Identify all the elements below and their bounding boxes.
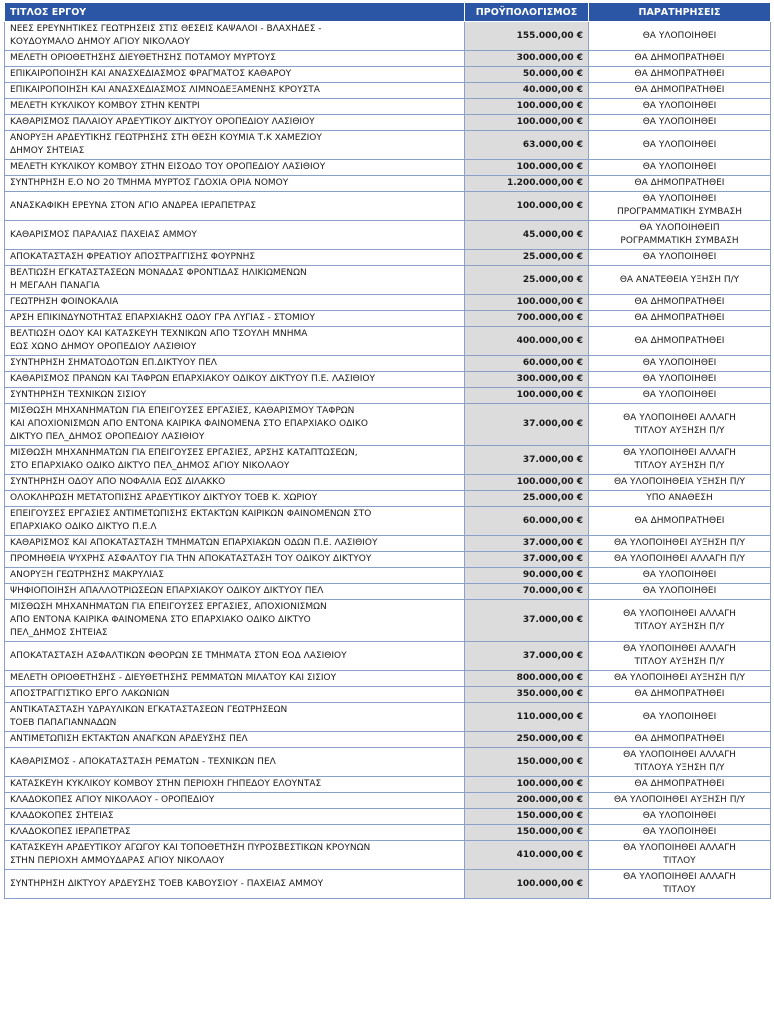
budget-cell: 37.000,00 € — [465, 552, 589, 568]
budget-cell: 37.000,00 € — [465, 446, 589, 475]
projects-table — [4, 2, 771, 899]
project-title-cell: ΑΝΤΙΚΑΤΑΣΤΑΣΗ ΥΔΡΑΥΛΙΚΩΝ ΕΓΚΑΤΑΣΤΑΣΕΩΝ ΓΕΩΤΡΗΣΕΩΝ ΤΟΕΒ ΠΑΠΑΓΙΑΝΝΑΔΩΝ — [5, 703, 465, 732]
project-title-cell: ΜΕΛΕΤΗ ΚΥΚΛΙΚΟΥ ΚΟΜΒΟΥ ΣΤΗΝ ΚΕΝΤΡΙ — [5, 99, 465, 115]
budget-cell: 350.000,00 € — [465, 687, 589, 703]
remarks-cell: ΘΑ ΥΛΟΠΟΙΗΘΕΙ ΑΛΛΑΓΗ ΤΙΤΛΟΥ ΑΥΞΗΣΗ Π/Υ — [589, 404, 771, 446]
remarks-cell: ΘΑ ΥΛΟΠΟΙΗΘΕΙ — [589, 703, 771, 732]
table-row — [5, 404, 771, 446]
table-row — [5, 491, 771, 507]
project-title-cell: ΚΑΤΑΣΚΕΥΗ ΚΥΚΛΙΚΟΥ ΚΟΜΒΟΥ ΣΤΗΝ ΠΕΡΙΟΧΗ ΓΗΠΕΔΟΥ ΕΛΟΥΝΤΑΣ — [5, 777, 465, 793]
budget-cell: 100.000,00 € — [465, 475, 589, 491]
project-title-cell: ΜΙΣΘΩΣΗ ΜΗΧΑΝΗΜΑΤΩΝ ΓΙΑ ΕΠΕΙΓΟΥΣΕΣ ΕΡΓΑΣΙΕΣ, ΑΡΣΗΣ ΚΑΤΑΠΤΩΣΕΩΝ, ΣΤΟ ΕΠΑΡΧΙΑΚΟ ΟΔΙΚΟ ΔΙΚΤΥΟ ΠΕΛ_ΔΗΜΟΣ ΑΓΙΟΥ ΝΙΚΟΛΑΟΥ — [5, 446, 465, 475]
table-row — [5, 671, 771, 687]
project-title-cell: ΑΝΤΙΜΕΤΩΠΙΣΗ ΕΚΤΑΚΤΩΝ ΑΝΑΓΚΩΝ ΑΡΔΕΥΣΗΣ ΠΕΛ — [5, 732, 465, 748]
budget-cell: 100.000,00 € — [465, 388, 589, 404]
budget-cell: 1.200.000,00 € — [465, 176, 589, 192]
table-row — [5, 446, 771, 475]
table-row — [5, 22, 771, 51]
table-row — [5, 83, 771, 99]
budget-cell: 37.000,00 € — [465, 642, 589, 671]
remarks-cell: ΘΑ ΥΛΟΠΟΙΗΘΕΙ — [589, 131, 771, 160]
budget-cell: 100.000,00 € — [465, 99, 589, 115]
project-title-cell: ΚΛΑΔΟΚΟΠΕΣ ΙΕΡΑΠΕΤΡΑΣ — [5, 825, 465, 841]
project-title-cell: ΑΝΑΣΚΑΦΙΚΗ ΕΡΕΥΝΑ ΣΤΟΝ ΑΓΙΟ ΑΝΔΡΕΑ ΙΕΡΑΠΕΤΡΑΣ — [5, 192, 465, 221]
budget-cell: 60.000,00 € — [465, 356, 589, 372]
remarks-cell: ΘΑ ΥΛΟΠΟΙΗΘΕΙ ΑΥΞΗΣΗ Π/Υ — [589, 793, 771, 809]
header-row — [5, 3, 771, 22]
remarks-cell: ΘΑ ΥΛΟΠΟΙΗΘΕΙ — [589, 388, 771, 404]
project-title-cell: ΕΠΙΚΑΙΡΟΠΟΙΗΣΗ ΚΑΙ ΑΝΑΣΧΕΔΙΑΣΜΟΣ ΦΡΑΓΜΑΤΟΣ ΚΑΘΑΡΟΥ — [5, 67, 465, 83]
project-title-cell: ΣΥΝΤΗΡΗΣΗ Ε.Ο ΝΟ 20 ΤΜΗΜΑ ΜΥΡΤΟΣ ΓΔΟΧΙΑ ΟΡΙΑ ΝΟΜΟΥ — [5, 176, 465, 192]
budget-cell: 100.000,00 € — [465, 295, 589, 311]
remarks-cell: ΘΑ ΔΗΜΟΠΡΑΤΗΘΕΙ — [589, 83, 771, 99]
project-title-cell: ΜΙΣΘΩΣΗ ΜΗΧΑΝΗΜΑΤΩΝ ΓΙΑ ΕΠΕΙΓΟΥΣΕΣ ΕΡΓΑΣΙΕΣ, ΚΑΘΑΡΙΣΜΟΥ ΤΑΦΡΩΝ ΚΑΙ ΑΠΟΧΙΟΝΙΣΜΩΝ ΑΠΟ ΕΝΤΟΝΑ ΚΑΙΡΙΚΑ ΦΑΙΝΟΜΕΝΑ ΣΤΟ ΕΠΑΡΧΙΑΚΟ ΟΔΙΚΟ ΔΙΚΤΥΟ ΠΕΛ_ΔΗΜΟΣ ΟΡΟΠΕΔΙΟΥ ΛΑΣΙΘΙΟΥ — [5, 404, 465, 446]
table-row — [5, 295, 771, 311]
remarks-cell: ΘΑ ΥΛΟΠΟΙΗΘΕΙ ΑΛΛΑΓΗ ΤΙΤΛΟΥ — [589, 870, 771, 899]
remarks-cell: ΘΑ ΔΗΜΟΠΡΑΤΗΘΕΙ — [589, 507, 771, 536]
project-title-cell: ΚΑΘΑΡΙΣΜΟΣ ΠΑΡΑΛΙΑΣ ΠΑΧΕΙΑΣ ΑΜΜΟΥ — [5, 221, 465, 250]
project-title-cell: ΜΕΛΕΤΗ ΟΡΙΟΘΕΤΗΣΗΣ - ΔΙΕΥΘΕΤΗΣΗΣ ΡΕΜΜΑΤΩΝ ΜΙΛΑΤΟΥ ΚΑΙ ΣΙΣΙΟΥ — [5, 671, 465, 687]
table-row — [5, 870, 771, 899]
budget-cell: 200.000,00 € — [465, 793, 589, 809]
remarks-cell: ΘΑ ΔΗΜΟΠΡΑΤΗΘΕΙ — [589, 327, 771, 356]
project-title-cell: ΝΕΕΣ ΕΡΕΥΝΗΤΙΚΕΣ ΓΕΩΤΡΗΣΕΙΣ ΣΤΙΣ ΘΕΣΕΙΣ ΚΑΨΑΛΟΙ - ΒΛΑΧΗΔΕΣ - ΚΟΥΔΟΥΜΑΛΟ ΔΗΜΟΥ ΑΓΙΟΥ ΝΙΚΟΛΑΟΥ — [5, 22, 465, 51]
project-title-cell: ΑΝΟΡΥΞΗ ΑΡΔΕΥΤΙΚΗΣ ΓΕΩΤΡΗΣΗΣ ΣΤΗ ΘΕΣΗ ΚΟΥΜΙΑ Τ.Κ ΧΑΜΕΖΙΟΥ ΔΗΜΟΥ ΣΗΤΕΙΑΣ — [5, 131, 465, 160]
project-title-cell: ΒΕΛΤΙΩΣΗ ΟΔΟΥ ΚΑΙ ΚΑΤΑΣΚΕΥΗ ΤΕΧΝΙΚΩΝ ΑΠΟ ΤΣΟΥΛΗ ΜΝΗΜΑ ΕΩΣ ΧΩΝΟ ΔΗΜΟΥ ΟΡΟΠΕΔΙΟΥ ΛΑΣΙΘΙΟΥ — [5, 327, 465, 356]
table-header — [5, 3, 771, 22]
project-title-cell: ΚΑΘΑΡΙΣΜΟΣ ΠΡΑΝΩΝ ΚΑΙ ΤΑΦΡΩΝ ΕΠΑΡΧΙΑΚΟΥ ΟΔΙΚΟΥ ΔΙΚΤΥΟΥ Π.Ε. ΛΑΣΙΘΙΟΥ — [5, 372, 465, 388]
remarks-cell: ΘΑ ΥΛΟΠΟΙΗΘΕΙ — [589, 356, 771, 372]
remarks-cell: ΘΑ ΔΗΜΟΠΡΑΤΗΘΕΙ — [589, 67, 771, 83]
budget-cell: 300.000,00 € — [465, 51, 589, 67]
project-title-cell: ΜΕΛΕΤΗ ΟΡΙΟΘΕΤΗΣΗΣ ΔΙΕΥΘΕΤΗΣΗΣ ΠΟΤΑΜΟΥ ΜΥΡΤΟΥΣ — [5, 51, 465, 67]
budget-cell: 40.000,00 € — [465, 83, 589, 99]
table-row — [5, 584, 771, 600]
header-title: ΤΙΤΛΟΣ ΕΡΓΟΥ — [5, 3, 465, 22]
budget-cell: 100.000,00 € — [465, 192, 589, 221]
remarks-cell: ΘΑ ΥΛΟΠΟΙΗΘΕΙ ΑΥΞΗΣΗ Π/Υ — [589, 536, 771, 552]
project-title-cell: ΟΛΟΚΛΗΡΩΣΗ ΜΕΤΑΤΟΠΙΣΗΣ ΑΡΔΕΥΤΙΚΟΥ ΔΙΚΤΥΟΥ ΤΟΕΒ Κ. ΧΩΡΙΟΥ — [5, 491, 465, 507]
project-title-cell: ΚΑΘΑΡΙΣΜΟΣ ΠΑΛΑΙΟΥ ΑΡΔΕΥΤΙΚΟΥ ΔΙΚΤΥΟΥ ΟΡΟΠΕΔΙΟΥ ΛΑΣΙΘΙΟΥ — [5, 115, 465, 131]
table-row — [5, 327, 771, 356]
table-row — [5, 777, 771, 793]
project-title-cell: ΣΥΝΤΗΡΗΣΗ ΣΗΜΑΤΟΔΟΤΩΝ ΕΠ.ΔΙΚΤΥΟΥ ΠΕΛ — [5, 356, 465, 372]
table-row — [5, 115, 771, 131]
budget-cell: 400.000,00 € — [465, 327, 589, 356]
remarks-cell: ΘΑ ΥΛΟΠΟΙΗΘΕΙ — [589, 825, 771, 841]
project-title-cell: ΣΥΝΤΗΡΗΣΗ ΤΕΧΝΙΚΩΝ ΣΙΣΙΟΥ — [5, 388, 465, 404]
budget-cell: 110.000,00 € — [465, 703, 589, 732]
remarks-cell: ΘΑ ΥΛΟΠΟΙΗΘΕΙ ΑΛΛΑΓΗ ΤΙΤΛΟΥ ΑΥΞΗΣΗ Π/Υ — [589, 446, 771, 475]
budget-cell: 150.000,00 € — [465, 748, 589, 777]
budget-cell: 100.000,00 € — [465, 160, 589, 176]
remarks-cell: ΘΑ ΥΛΟΠΟΙΗΘΕΙ ΑΥΞΗΣΗ Π/Υ — [589, 671, 771, 687]
table-row — [5, 372, 771, 388]
remarks-cell: ΘΑ ΥΛΟΠΟΙΗΘΕΙΠ ΡΟΓΡΑΜΜΑΤΙΚΗ ΣΥΜΒΑΣΗ — [589, 221, 771, 250]
table-row — [5, 536, 771, 552]
project-title-cell: ΣΥΝΤΗΡΗΣΗ ΔΙΚΤΥΟΥ ΑΡΔΕΥΣΗΣ ΤΟΕΒ ΚΑΒΟΥΣΙΟΥ - ΠΑΧΕΙΑΣ ΑΜΜΟΥ — [5, 870, 465, 899]
budget-cell: 37.000,00 € — [465, 404, 589, 446]
budget-cell: 100.000,00 € — [465, 115, 589, 131]
project-title-cell: ΚΑΘΑΡΙΣΜΟΣ - ΑΠΟΚΑΤΑΣΤΑΣΗ ΡΕΜΑΤΩΝ - ΤΕΧΝΙΚΩΝ ΠΕΛ — [5, 748, 465, 777]
budget-cell: 150.000,00 € — [465, 825, 589, 841]
remarks-cell: ΘΑ ΔΗΜΟΠΡΑΤΗΘΕΙ — [589, 176, 771, 192]
table-row — [5, 732, 771, 748]
budget-cell: 25.000,00 € — [465, 266, 589, 295]
remarks-cell: ΘΑ ΔΗΜΟΠΡΑΤΗΘΕΙ — [589, 295, 771, 311]
project-title-cell: ΒΕΛΤΙΩΣΗ ΕΓΚΑΤΑΣΤΑΣΕΩΝ ΜΟΝΑΔΑΣ ΦΡΟΝΤΙΔΑΣ ΗΛΙΚΙΩΜΕΝΩΝ Η ΜΕΓΑΛΗ ΠΑΝΑΓΙΑ — [5, 266, 465, 295]
remarks-cell: ΘΑ ΥΛΟΠΟΙΗΘΕΙ — [589, 250, 771, 266]
remarks-cell: ΘΑ ΔΗΜΟΠΡΑΤΗΘΕΙ — [589, 777, 771, 793]
table-row — [5, 552, 771, 568]
remarks-cell: ΘΑ ΥΛΟΠΟΙΗΘΕΙ — [589, 568, 771, 584]
project-title-cell: ΕΠΙΚΑΙΡΟΠΟΙΗΣΗ ΚΑΙ ΑΝΑΣΧΕΔΙΑΣΜΟΣ ΛΙΜΝΟΔΕΞΑΜΕΝΗΣ ΚΡΟΥΣΤΑ — [5, 83, 465, 99]
table-row — [5, 687, 771, 703]
table-row — [5, 160, 771, 176]
table-row — [5, 642, 771, 671]
project-title-cell: ΑΠΟΚΑΤΑΣΤΑΣΗ ΦΡΕΑΤΙΟΥ ΑΠΟΣΤΡΑΓΓΙΣΗΣ ΦΟΥΡΝΗΣ — [5, 250, 465, 266]
budget-cell: 25.000,00 € — [465, 491, 589, 507]
project-title-cell: ΓΕΩΤΡΗΣΗ ΦΟΙΝΟΚΑΛΙΑ — [5, 295, 465, 311]
budget-cell: 63.000,00 € — [465, 131, 589, 160]
budget-cell: 37.000,00 € — [465, 600, 589, 642]
budget-cell: 155.000,00 € — [465, 22, 589, 51]
budget-cell: 70.000,00 € — [465, 584, 589, 600]
remarks-cell: ΘΑ ΥΛΟΠΟΙΗΘΕΙ ΑΛΛΑΓΗ ΤΙΤΛΟΥ ΑΥΞΗΣΗ Π/Υ — [589, 642, 771, 671]
project-title-cell: ΠΡΟΜΗΘΕΙΑ ΨΥΧΡΗΣ ΑΣΦΑΛΤΟΥ ΓΙΑ ΤΗΝ ΑΠΟΚΑΤΑΣΤΑΣΗ ΤΟΥ ΟΔΙΚΟΥ ΔΙΚΤΥΟΥ — [5, 552, 465, 568]
table-row — [5, 507, 771, 536]
remarks-cell: ΘΑ ΔΗΜΟΠΡΑΤΗΘΕΙ — [589, 732, 771, 748]
budget-cell: 37.000,00 € — [465, 536, 589, 552]
table-row — [5, 221, 771, 250]
remarks-cell: ΘΑ ΔΗΜΟΠΡΑΤΗΘΕΙ — [589, 311, 771, 327]
table-row — [5, 793, 771, 809]
table-row — [5, 748, 771, 777]
budget-cell: 800.000,00 € — [465, 671, 589, 687]
table-row — [5, 825, 771, 841]
budget-cell: 100.000,00 € — [465, 777, 589, 793]
remarks-cell: ΘΑ ΥΛΟΠΟΙΗΘΕΙ — [589, 99, 771, 115]
project-title-cell: ΑΝΟΡΥΞΗ ΓΕΩΤΡΗΣΗΣ ΜΑΚΡΥΛΙΑΣ — [5, 568, 465, 584]
budget-cell: 90.000,00 € — [465, 568, 589, 584]
remarks-cell: ΘΑ ΥΛΟΠΟΙΗΘΕΙ — [589, 372, 771, 388]
project-title-cell: ΑΡΣΗ ΕΠΙΚΙΝΔΥΝΟΤΗΤΑΣ ΕΠΑΡΧΙΑΚΗΣ ΟΔΟΥ ΓΡΑ ΛΥΓΙΑΣ - ΣΤΟΜΙΟΥ — [5, 311, 465, 327]
table-row — [5, 250, 771, 266]
budget-cell: 60.000,00 € — [465, 507, 589, 536]
project-title-cell: ΨΗΦΙΟΠΟΙΗΣΗ ΑΠΑΛΛΟΤΡΙΩΣΕΩΝ ΕΠΑΡΧΙΑΚΟΥ ΟΔΙΚΟΥ ΔΙΚΤΥΟΥ ΠΕΛ — [5, 584, 465, 600]
table-row — [5, 388, 771, 404]
project-title-cell: ΣΥΝΤΗΡΗΣΗ ΟΔΟΥ ΑΠΟ ΝΟΦΑΛΙΑ ΕΩΣ ΔΙΛΑΚΚΟ — [5, 475, 465, 491]
budget-cell: 700.000,00 € — [465, 311, 589, 327]
budget-cell: 300.000,00 € — [465, 372, 589, 388]
table-row — [5, 809, 771, 825]
budget-cell: 150.000,00 € — [465, 809, 589, 825]
remarks-cell: ΘΑ ΥΛΟΠΟΙΗΘΕΙΑ ΥΞΗΣΗ Π/Υ — [589, 475, 771, 491]
remarks-cell: ΘΑ ΥΛΟΠΟΙΗΘΕΙ ΑΛΛΑΓΗ ΤΙΤΛΟΥΑ ΥΞΗΣΗ Π/Υ — [589, 748, 771, 777]
remarks-cell: ΘΑ ΥΛΟΠΟΙΗΘΕΙ — [589, 160, 771, 176]
budget-cell: 45.000,00 € — [465, 221, 589, 250]
remarks-cell: ΘΑ ΥΛΟΠΟΙΗΘΕΙ ΑΛΛΑΓΗ ΤΙΤΛΟΥ ΑΥΞΗΣΗ Π/Υ — [589, 600, 771, 642]
remarks-cell: ΘΑ ΥΛΟΠΟΙΗΘΕΙ — [589, 22, 771, 51]
remarks-cell: ΘΑ ΥΛΟΠΟΙΗΘΕΙ — [589, 115, 771, 131]
remarks-cell: ΘΑ ΥΛΟΠΟΙΗΘΕΙ ΑΛΛΑΓΗ Π/Υ — [589, 552, 771, 568]
budget-cell: 50.000,00 € — [465, 67, 589, 83]
project-title-cell: ΑΠΟΣΤΡΑΓΓΙΣΤΙΚΟ ΕΡΓΟ ΛΑΚΩΝΙΩΝ — [5, 687, 465, 703]
table-row — [5, 131, 771, 160]
table-row — [5, 841, 771, 870]
project-title-cell: ΜΙΣΘΩΣΗ ΜΗΧΑΝΗΜΑΤΩΝ ΓΙΑ ΕΠΕΙΓΟΥΣΕΣ ΕΡΓΑΣΙΕΣ, ΑΠΟΧΙΟΝΙΣΜΩΝ ΑΠΟ ΕΝΤΟΝΑ ΚΑΙΡΙΚΑ ΦΑΙΝΟΜΕΝΑ ΣΤΟ ΕΠΑΡΧΙΑΚΟ ΟΔΙΚΟ ΔΙΚΤΥΟ ΠΕΛ_ΔΗΜΟΣ ΣΗΤΕΙΑΣ — [5, 600, 465, 642]
table-row — [5, 266, 771, 295]
table-body — [5, 22, 771, 899]
remarks-cell: ΘΑ ΔΗΜΟΠΡΑΤΗΘΕΙ — [589, 51, 771, 67]
project-title-cell: ΑΠΟΚΑΤΑΣΤΑΣΗ ΑΣΦΑΛΤΙΚΩΝ ΦΘΟΡΩΝ ΣΕ ΤΜΗΜΑΤΑ ΣΤΟΝ ΕΟΔ ΛΑΣΙΘΙΟΥ — [5, 642, 465, 671]
project-title-cell: ΕΠΕΙΓΟΥΣΕΣ ΕΡΓΑΣΙΕΣ ΑΝΤΙΜΕΤΩΠΙΣΗΣ ΕΚΤΑΚΤΩΝ ΚΑΙΡΙΚΩΝ ΦΑΙΝΟΜΕΝΩΝ ΣΤΟ ΕΠΑΡΧΙΑΚΟ ΟΔΙΚΟ ΔΙΚΤΥΟ Π.Ε.Λ — [5, 507, 465, 536]
header-budget: ΠΡΟΫΠΟΛΟΓΙΣΜΟΣ — [465, 3, 589, 22]
table-row — [5, 356, 771, 372]
budget-cell: 25.000,00 € — [465, 250, 589, 266]
remarks-cell: ΘΑ ΑΝΑΤΕΘΕΙΑ ΥΞΗΣΗ Π/Υ — [589, 266, 771, 295]
project-title-cell: ΚΑΤΑΣΚΕΥΗ ΑΡΔΕΥΤΙΚΟΥ ΑΓΩΓΟΥ ΚΑΙ ΤΟΠΟΘΕΤΗΣΗ ΠΥΡΟΣΒΕΣΤΙΚΩΝ ΚΡΟΥΝΩΝ ΣΤΗΝ ΠΕΡΙΟΧΗ ΑΜΜΟΥΔΑΡΑΣ ΑΓΙΟΥ ΝΙΚΟΛΑΟΥ — [5, 841, 465, 870]
budget-cell: 100.000,00 € — [465, 870, 589, 899]
remarks-cell: ΘΑ ΔΗΜΟΠΡΑΤΗΘΕΙ — [589, 687, 771, 703]
remarks-cell: ΘΑ ΥΛΟΠΟΙΗΘΕΙ ΠΡΟΓΡΑΜΜΑΤΙΚΗ ΣΥΜΒΑΣΗ — [589, 192, 771, 221]
table-row — [5, 192, 771, 221]
remarks-cell: ΘΑ ΥΛΟΠΟΙΗΘΕΙ ΑΛΛΑΓΗ ΤΙΤΛΟΥ — [589, 841, 771, 870]
table-row — [5, 67, 771, 83]
project-title-cell: ΚΛΑΔΟΚΟΠΕΣ ΣΗΤΕΙΑΣ — [5, 809, 465, 825]
budget-cell: 250.000,00 € — [465, 732, 589, 748]
table-row — [5, 51, 771, 67]
table-row — [5, 568, 771, 584]
table-row — [5, 600, 771, 642]
remarks-cell: ΘΑ ΥΛΟΠΟΙΗΘΕΙ — [589, 584, 771, 600]
remarks-cell: ΘΑ ΥΛΟΠΟΙΗΘΕΙ — [589, 809, 771, 825]
project-title-cell: ΚΑΘΑΡΙΣΜΟΣ ΚΑΙ ΑΠΟΚΑΤΑΣΤΑΣΗ ΤΜΗΜΑΤΩΝ ΕΠΑΡΧΙΑΚΩΝ ΟΔΩΝ Π.Ε. ΛΑΣΙΘΙΟΥ — [5, 536, 465, 552]
project-title-cell: ΚΛΑΔΟΚΟΠΕΣ ΑΓΙΟΥ ΝΙΚΟΛΑΟΥ - ΟΡΟΠΕΔΙΟΥ — [5, 793, 465, 809]
table-row — [5, 311, 771, 327]
table-row — [5, 99, 771, 115]
table-row — [5, 176, 771, 192]
header-notes: ΠΑΡΑΤΗΡΗΣΕΙΣ — [589, 3, 771, 22]
table-row — [5, 703, 771, 732]
budget-cell: 410.000,00 € — [465, 841, 589, 870]
table-row — [5, 475, 771, 491]
remarks-cell: ΥΠΟ ΑΝΑΘΕΣΗ — [589, 491, 771, 507]
project-title-cell: ΜΕΛΕΤΗ ΚΥΚΛΙΚΟΥ ΚΟΜΒΟΥ ΣΤΗΝ ΕΙΣΟΔΟ ΤΟΥ ΟΡΟΠΕΔΙΟΥ ΛΑΣΙΘΙΟΥ — [5, 160, 465, 176]
